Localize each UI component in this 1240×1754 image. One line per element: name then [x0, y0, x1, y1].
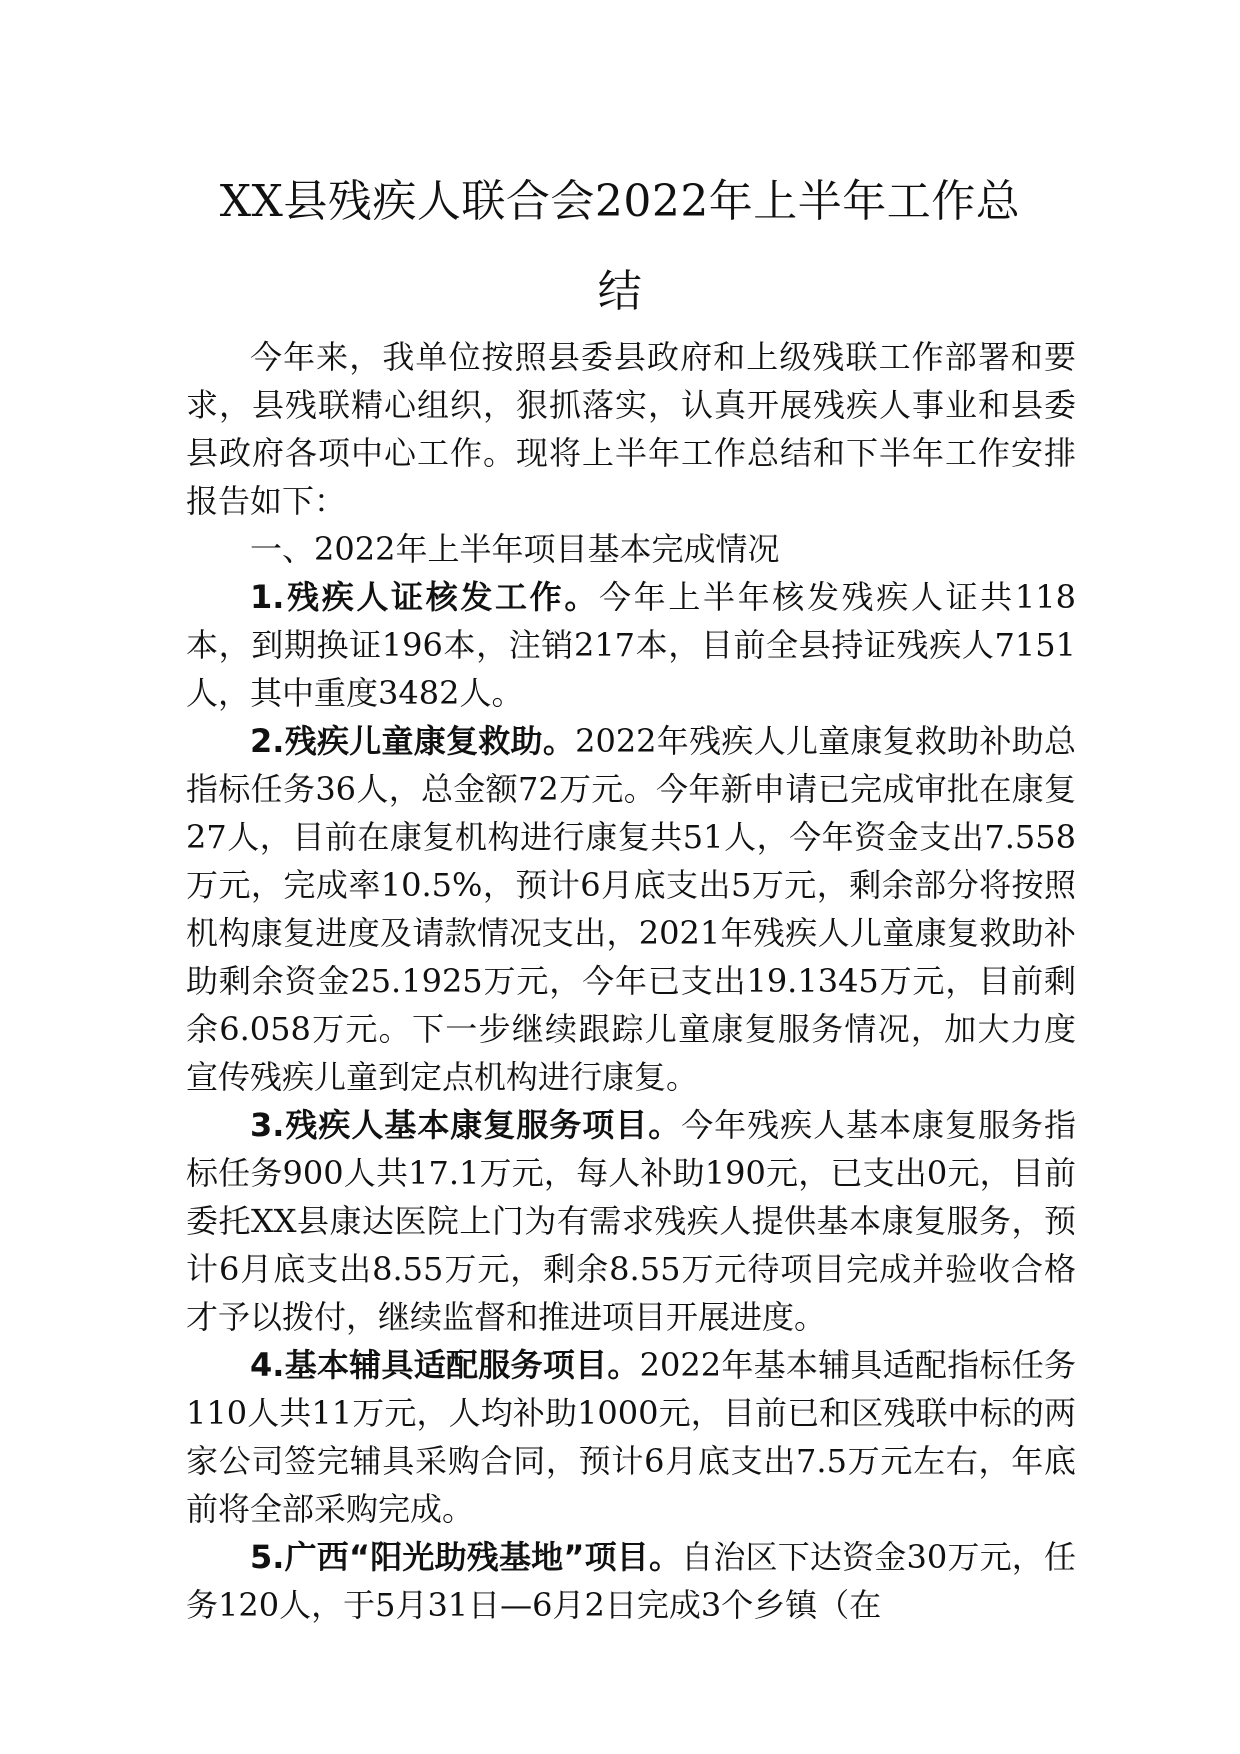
item-text-2: 2022年残疾人儿童康复救助补助总指标任务36人，总金额72万元。今年新申请已完成审批在康复27人，目前在康复机构进行康复共51人，今年资金支出7.558万元，完成率10.5%，预计6月底支出5万元，剩余部分将按照机构康复进度及请款情况支出，2021年残疾人儿童康复救助补助剩余资金25.1925万元，今年已支出19.1345万元，目前剩余6.058万元。下一步继续跟踪儿童康复服务情况，加大力度宣传残疾儿童到定点机构进行康复。 — [186, 722, 1076, 1096]
item-paragraph-2 — [186, 717, 1076, 1101]
item-paragraph-4 — [186, 1341, 1076, 1533]
section-heading: 一、2022年上半年项目基本完成情况 — [250, 530, 780, 568]
document-title-line-2: 结 — [597, 266, 643, 317]
item-paragraph-3 — [186, 1101, 1076, 1341]
item-lead-1: 1.残疾人证核发工作。 — [250, 578, 599, 616]
item-lead-4: 4.基本辅具适配服务项目。 — [250, 1346, 640, 1384]
intro-paragraph: 今年来，我单位按照县委县政府和上级残联工作部署和要求，县残联精心组织，狠抓落实，认真开展残疾人事业和县委县政府各项中心工作。现将上半年工作总结和下半年工作安排报告如下： — [186, 338, 1076, 520]
item-text-4: 2022年基本辅具适配指标任务110人共11万元，人均补助1000元，目前已和区残联中标的两家公司签完辅具采购合同，预计6月底支出7.5万元左右，年底前将全部采购完成。 — [186, 1346, 1076, 1528]
item-text-1: 今年上半年核发残疾人证共118本，到期换证196本，注销217本，目前全县持证残疾人7151人，其中重度3482人。 — [186, 578, 1076, 712]
item-lead-3: 3.残疾人基本康复服务项目。 — [250, 1106, 682, 1144]
item-paragraph-5 — [186, 1533, 1076, 1629]
item-lead-2: 2.残疾儿童康复救助。 — [250, 722, 576, 760]
item-paragraph-1 — [186, 573, 1076, 717]
item-lead-5: 5.广西“阳光助残基地”项目。 — [250, 1538, 682, 1576]
item-text-3: 今年残疾人基本康复服务指标任务900人共17.1万元，每人补助190元，已支出0元，目前委托XX县康达医院上门为有需求残疾人提供基本康复服务，预计6月底支出8.55万元，剩余8.55万元待项目完成并验收合格才予以拨付，继续监督和推进项目开展进度。 — [186, 1106, 1076, 1336]
document-title-line-1: XX县残疾人联合会2022年上半年工作总 — [219, 176, 1021, 227]
document-body — [186, 333, 1076, 1629]
item-text-5: 自治区下达资金30万元，任务120人，于5月31日—6月2日完成3个乡镇（在 — [186, 1538, 1076, 1624]
